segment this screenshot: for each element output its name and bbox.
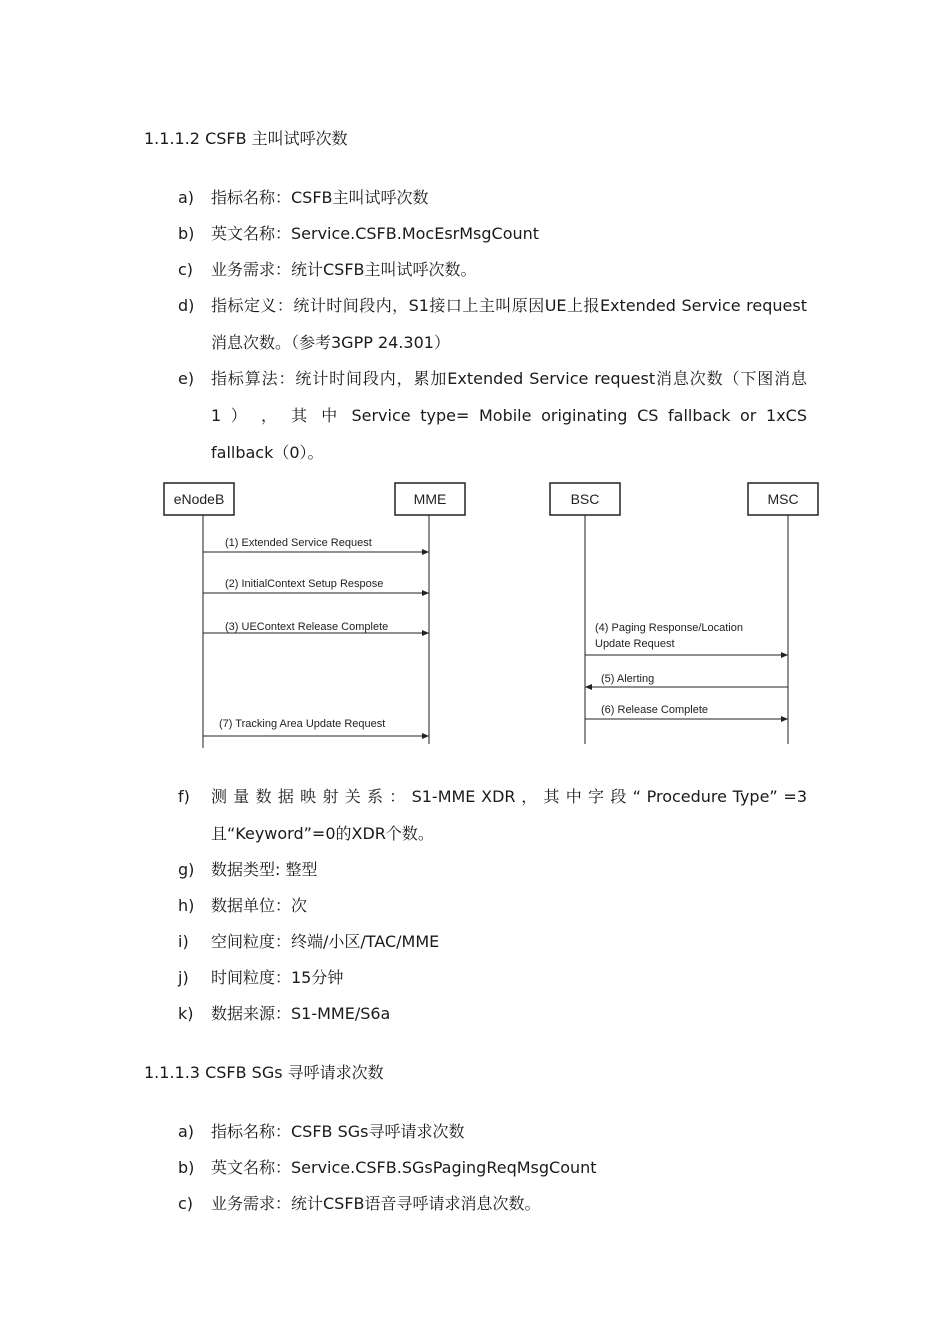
item-text-line: 指标算法：统计时间段内，累加Extended Service request消息次数（下图消息 [211, 369, 807, 388]
item-text-line: 消息次数。（参考3GPP 24.301） [211, 333, 450, 352]
list-marker: d) [178, 296, 195, 315]
message-6 [585, 704, 788, 719]
item-text-line: fallback（0）。 [211, 443, 324, 462]
sequence-diagram-svg [150, 476, 840, 756]
node-bsc [550, 483, 620, 515]
list-marker: f) [178, 787, 190, 806]
item-text: 指标名称：CSFB主叫试呼次数 [211, 188, 429, 207]
message-1 [203, 537, 429, 552]
item-text: 数据类型: 整型 [211, 860, 318, 879]
message-7 [203, 718, 429, 736]
list-marker: c) [178, 1194, 194, 1213]
node-mme [395, 483, 465, 515]
item-text-line: 且“Keyword”=0的XDR个数。 [211, 824, 434, 843]
item-text: 数据单位：次 [211, 896, 308, 915]
item-text: 空间粒度：终端/小区/TAC/MME [211, 932, 440, 951]
message-label: (3) UEContext Release Complete [225, 621, 389, 633]
list-marker: k) [178, 1004, 194, 1023]
node-enodeb [164, 483, 234, 515]
list-marker: b) [178, 1158, 195, 1177]
item-text-line: 测 量 数 据 映 射 关 系 ： S1-MME XDR ， 其 中 字 段 “ Procedure Type” =3 [211, 787, 807, 806]
item-text-line: 指标定义：统计时间段内，S1接口上主叫原因UE上报Extended Service request [211, 296, 807, 315]
list-marker: i) [178, 932, 189, 951]
list-marker: a) [178, 1122, 195, 1141]
node-msc [748, 483, 818, 515]
list-marker: j) [178, 968, 189, 987]
list-marker: g) [178, 860, 195, 879]
message-label: (1) Extended Service Request [225, 537, 372, 549]
item-text-line: 1 ） ， 其 中 Service type= Mobile originating CS fallback or 1xCS [211, 406, 807, 425]
message-label: (6) Release Complete [601, 704, 708, 716]
item-text: 业务需求：统计CSFB语音寻呼请求消息次数。 [211, 1194, 541, 1213]
sequence-diagram [150, 476, 840, 756]
list-marker: e) [178, 369, 195, 388]
node-label: BSC [570, 491, 600, 507]
section-heading: 1.1.1.2 CSFB 主叫试呼次数 [144, 129, 348, 148]
list-marker: b) [178, 224, 195, 243]
list-marker: h) [178, 896, 195, 915]
message-label: (2) InitialContext Setup Respose [225, 578, 384, 590]
item-text: 英文名称：Service.CSFB.MocEsrMsgCount [211, 224, 540, 243]
node-label: MME [413, 491, 447, 507]
node-label: MSC [767, 491, 799, 507]
message-label: (7) Tracking Area Update Request [219, 718, 386, 730]
list-marker: a) [178, 188, 195, 207]
message-2 [203, 578, 429, 593]
message-label: (5) Alerting [601, 673, 655, 685]
message-label: (4) Paging Response/Location [595, 622, 743, 634]
node-label: eNodeB [173, 491, 225, 507]
item-text: 业务需求：统计CSFB主叫试呼次数。 [211, 260, 477, 279]
item-text: 时间粒度：15分钟 [211, 968, 344, 987]
message-label: Update Request [595, 638, 675, 650]
item-text: 英文名称：Service.CSFB.SGsPagingReqMsgCount [211, 1158, 597, 1177]
item-text: 指标名称：CSFB SGs寻呼请求次数 [211, 1122, 465, 1141]
section-heading: 1.1.1.3 CSFB SGs 寻呼请求次数 [144, 1063, 384, 1082]
item-text: 数据来源：S1-MME/S6a [211, 1004, 391, 1023]
list-marker: c) [178, 260, 194, 279]
message-3 [203, 621, 429, 633]
message-5 [585, 673, 788, 687]
message-4 [585, 622, 788, 655]
